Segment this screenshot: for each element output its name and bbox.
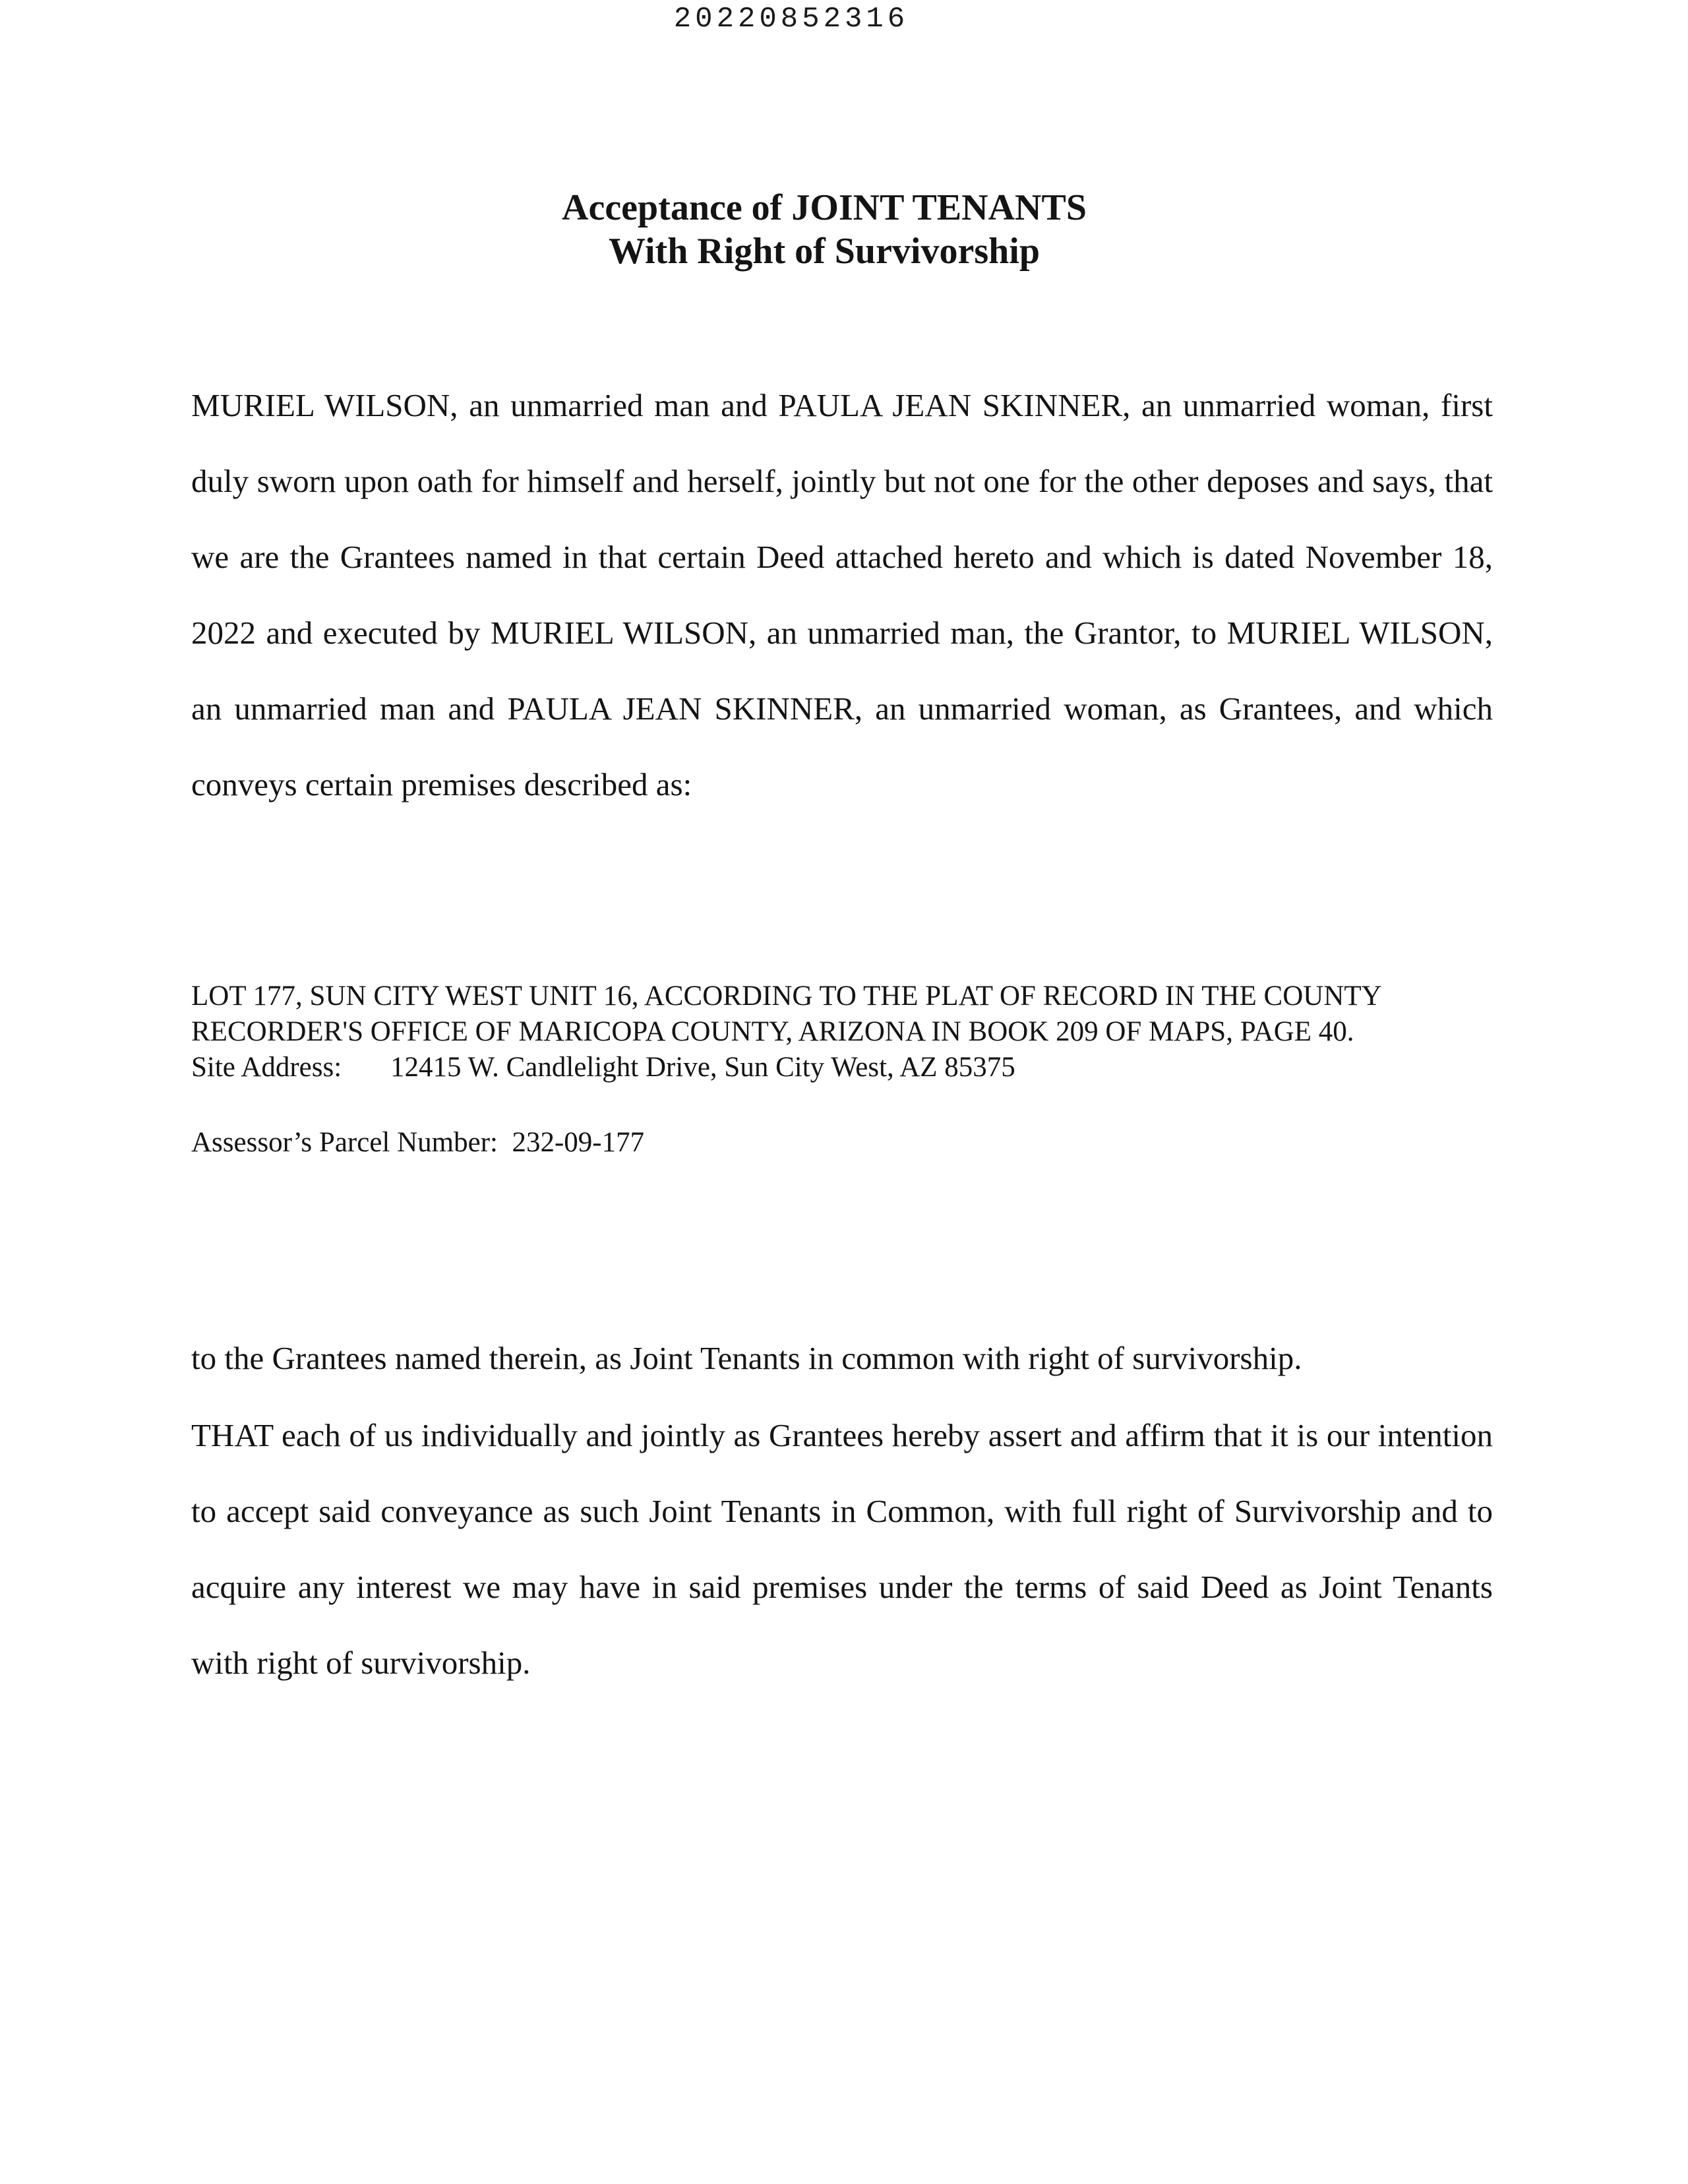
affirmation-paragraph: THAT each of us individually and jointly as Grantees hereby assert and affirm that it is our intention to accept said conveyance as such Joint Tenants in Common, with full right of Survivorship and to acquire any interest we may have in said premises under the terms of said Deed as Joint Tenants with right of survivorship. bbox=[191, 1417, 1493, 1681]
affidavit-paragraph: MURIEL WILSON, an unmarried man and PAULA JEAN SKINNER, an unmarried woman, first duly sworn upon oath for himself and herself, jointly but not one for the other deposes and says, that we are the Grantees named in that certain Deed attached hereto and which is dated November 18, 2022 and executed by MURIEL WILSON, an unmarried man, the Grantor, to MURIEL WILSON, an unmarried man and PAULA JEAN SKINNER, an unmarried woman, as Grantees, and which conveys certain premises described as: bbox=[191, 387, 1493, 803]
legal-description-line-2: RECORDER'S OFFICE OF MARICOPA COUNTY, ARIZONA IN BOOK 209 OF MAPS, PAGE 40. bbox=[191, 1016, 1354, 1047]
grantees-line: to the Grantees named therein, as Joint Tenants in common with right of survivorship. bbox=[191, 1340, 1302, 1376]
site-address-value: 12415 W. Candlelight Drive, Sun City West, AZ 85375 bbox=[390, 1052, 1015, 1083]
recording-number: 20220852316 bbox=[673, 3, 909, 36]
parcel-number-label: Assessor’s Parcel Number: bbox=[191, 1127, 498, 1158]
document-title bbox=[0, 186, 1648, 273]
parcel-number-value: 232-09-177 bbox=[512, 1127, 645, 1158]
title-line-2: With Right of Survivorship bbox=[609, 231, 1040, 272]
legal-description-line-1: LOT 177, SUN CITY WEST UNIT 16, ACCORDING TO THE PLAT OF RECORD IN THE COUNTY bbox=[191, 981, 1382, 1012]
parcel-number-row bbox=[191, 1125, 1510, 1161]
legal-description bbox=[191, 979, 1510, 1161]
title-line-1: Acceptance of JOINT TENANTS bbox=[562, 187, 1087, 228]
site-address-row bbox=[191, 1050, 1510, 1085]
site-address-label: Site Address: bbox=[191, 1052, 342, 1083]
